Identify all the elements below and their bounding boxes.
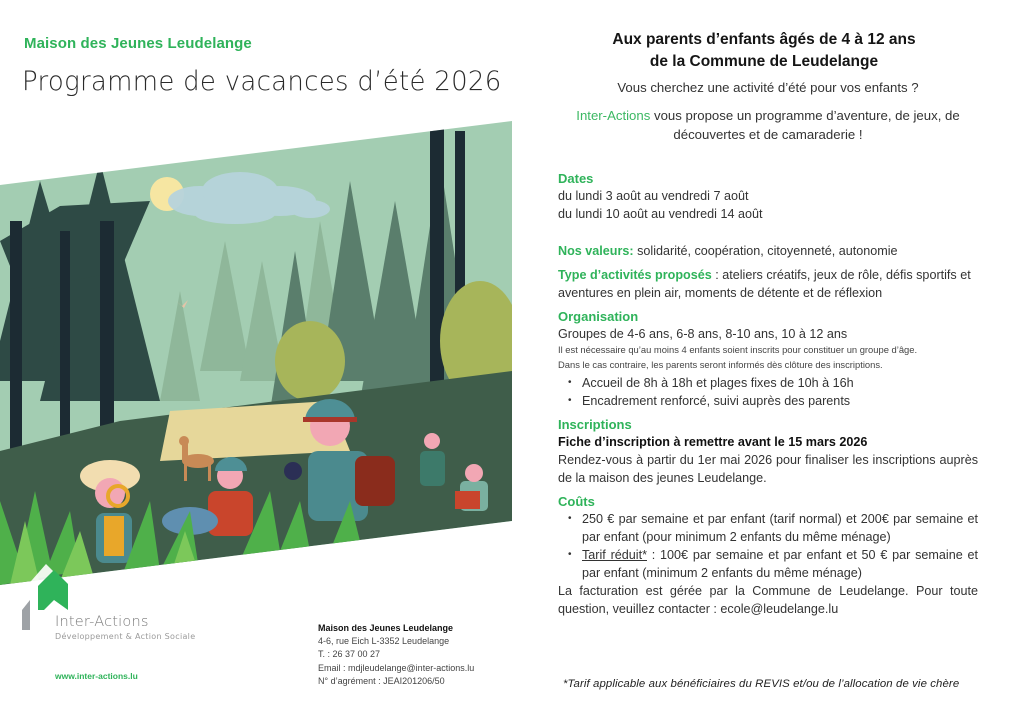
inscriptions-section <box>558 416 978 487</box>
contact-address: 4-6, rue Eich L-3352 Leudelange <box>318 636 450 647</box>
intro-text <box>558 106 978 144</box>
contact-title: Maison des Jeunes Leudelange <box>318 623 454 633</box>
reduced-rate-footnote: *Tarif applicable aux bénéficiaires du REVIS et/ou de l’allocation de vie chère <box>563 678 960 690</box>
contact-agreement: N° d’agrément : JEAI201206/50 <box>318 675 445 686</box>
dates-section <box>558 170 978 223</box>
logo-tagline: Développement & Action Sociale <box>55 632 196 641</box>
activities-section <box>558 266 978 302</box>
intro-brand: Inter-Actions <box>576 108 651 123</box>
dates-heading: Dates <box>558 171 594 186</box>
forest-adventure-illustration <box>0 121 512 585</box>
values-text: solidarité, coopération, citoyenneté, autonomie <box>633 244 898 258</box>
question-text: Vous cherchez une activité d’été pour vos enfants ? <box>617 80 919 95</box>
dates-line-2: du lundi 10 août au vendredi 14 août <box>558 207 763 221</box>
audience-line-1: Aux parents d’enfants âgés de 4 à 12 ans <box>612 31 916 48</box>
intro-rest: vous propose un programme d’aventure, de jeux, de découvertes et de camaraderie ! <box>650 108 960 142</box>
program-details <box>558 29 978 618</box>
values-section <box>558 242 978 260</box>
organisation-bullets <box>558 374 978 410</box>
activities-text: : ateliers créatifs, jeux de rôle, défis sportifs et aventures en plein air, moments de détente et de réflexion <box>558 268 971 300</box>
contact-phone: T. : 26 37 00 27 <box>318 649 381 660</box>
organisation-note-1: Il est nécessaire qu’au moins 4 enfants soient inscrits pour constituer un groupe d’âge. <box>558 344 918 355</box>
values-heading: Nos valeurs: <box>558 244 634 258</box>
contact-block <box>318 622 474 688</box>
reduced-rate-text: : 100€ par semaine et par enfant et 50 € par semaine et par enfant (minimum 2 enfants du même ménage) <box>582 548 978 580</box>
activities-heading: Type d’activités proposés <box>558 268 712 282</box>
inscriptions-text: Rendez-vous à partir du 1er mai 2026 pour finaliser les inscriptions auprès de la maison des jeunes Leudelange. <box>558 453 978 485</box>
cost-bullet-reduced <box>568 546 978 582</box>
costs-section <box>558 493 978 618</box>
website-link[interactable]: www.inter-actions.lu <box>55 671 138 681</box>
inscriptions-deadline: Fiche d’inscription à remettre avant le 15 mars 2026 <box>558 435 868 449</box>
cost-bullet-normal: • 250 € par semaine et par enfant (tarif normal) et 200€ par semaine et par enfant (pour minimum 2 enfants du même ménage) <box>568 510 978 546</box>
organisation-section <box>558 308 978 410</box>
organisation-bullet: • Encadrement renforcé, suivi auprès des parents <box>568 392 978 410</box>
audience-line-2: de la Commune de Leudelange <box>649 53 879 70</box>
page-title: Programme de vacances d’été 2026 <box>22 66 502 97</box>
organisation-heading: Organisation <box>558 309 639 324</box>
inscriptions-heading: Inscriptions <box>558 417 632 432</box>
contact-email[interactable]: Email : mdjleudelange@inter-actions.lu <box>318 662 475 673</box>
reduced-rate-label: Tarif réduit* <box>582 548 647 562</box>
organisation-bullet: • Accueil de 8h à 18h et plages fixes de 10h à 16h <box>568 374 978 392</box>
organisation-groups: Groupes de 4-6 ans, 6-8 ans, 8-10 ans, 10 à 12 ans <box>558 327 848 341</box>
logo-name: Inter-Actions <box>55 614 149 630</box>
organization-name: Maison des Jeunes Leudelange <box>24 35 252 52</box>
costs-bullets <box>558 510 978 582</box>
dates-line-1: du lundi 3 août au vendredi 7 août <box>558 189 749 203</box>
organisation-note-2: Dans le cas contraire, les parents seront informés dès clôture des inscriptions. <box>558 358 883 370</box>
billing-text: La facturation est gérée par la Commune de Leudelange. Pour toute question, veuillez contacter : ecole@leudelange.lu <box>558 584 978 616</box>
costs-heading: Coûts <box>558 494 595 509</box>
audience-heading <box>550 29 978 73</box>
